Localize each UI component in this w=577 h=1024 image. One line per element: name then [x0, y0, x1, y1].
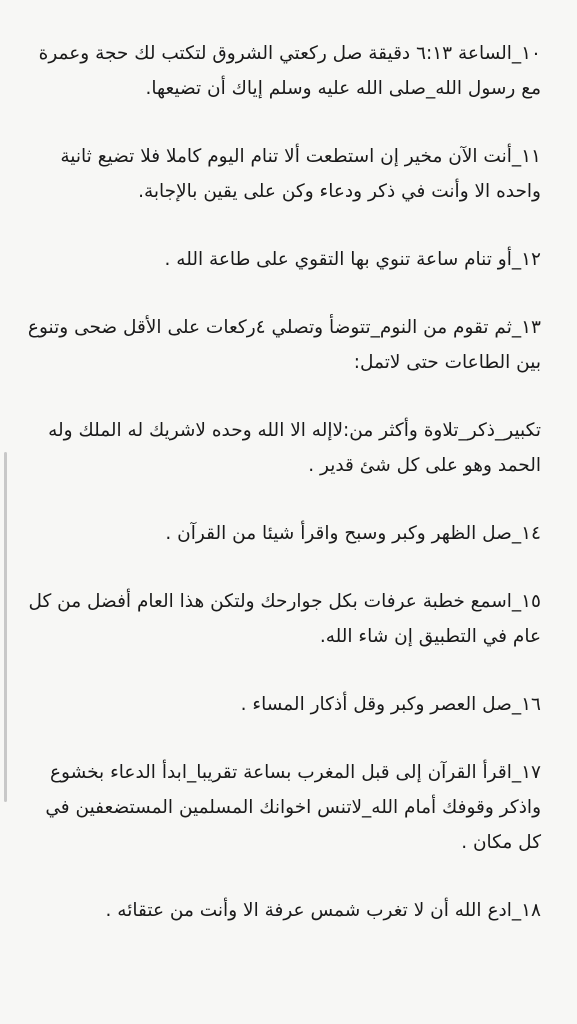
note-paragraph: ١٣_ثم تقوم من النوم_تتوضأ وتصلي ٤ركعات على الأقل ضحى وتنوع بين الطاعات حتى لاتمل:	[27, 317, 541, 373]
note-paragraph: ١٨_ادع الله أن لا تغرب شمس عرفة الا وأنت من عتقائه .	[105, 900, 541, 921]
note-paragraph: ١٠_الساعة ٦:١٣ دقيقة صل ركعتي الشروق لتكتب لك حجة وعمرة مع رسول الله_صلى الله عليه وسلم إياك أن تضيعها.	[38, 43, 541, 99]
note-paragraph: ١٥_اسمع خطبة عرفات بكل جوارحك ولتكن هذا العام أفضل من كل عام في التطبيق إن شاء الله.	[28, 591, 541, 647]
note-paragraph: ١٦_صل العصر وكبر وقل أذكار المساء .	[240, 694, 541, 715]
note-paragraph: تكبير_ذكر_تلاوة وأكثر من:لاإله الا الله وحده لاشريك له الملك وله الحمد وهو على كل شئ قدير .	[48, 420, 541, 476]
note-paragraph: ١١_أنت الآن مخير إن استطعت ألا تنام اليوم كاملا فلا تضيع ثانية واحده الا وأنت في ذكر ودعاء وكن على يقين بالإجابة.	[60, 146, 541, 202]
scroll-indicator[interactable]	[4, 452, 7, 802]
note-paragraph: ١٧_اقرأ القرآن إلى قبل المغرب بساعة تقريبا_ابدأ الدعاء بخشوع واذكر وقوفك أمام الله_لاتنس اخوانك المسلمين المستضعفين في كل مكان .	[45, 762, 541, 853]
note-paragraph: ١٢_أو تنام ساعة تنوي بها التقوي على طاعة الله .	[164, 249, 541, 270]
note-paragraph: ١٤_صل الظهر وكبر وسبح واقرأ شيئا من القرآن .	[165, 523, 541, 544]
